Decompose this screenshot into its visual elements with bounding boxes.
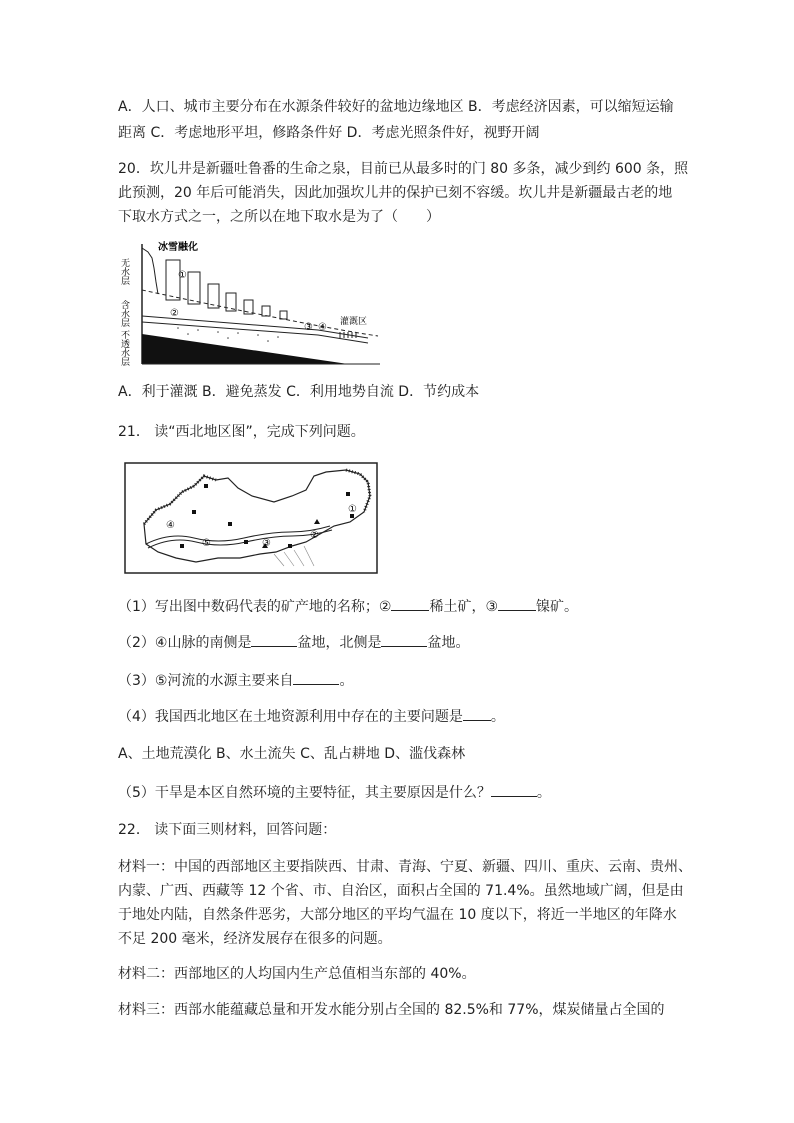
answer-blank-2[interactable] bbox=[391, 596, 429, 611]
q20-text-line3: 下取水方式之一，之所以在地下取水是为了（ ） bbox=[118, 209, 440, 225]
q20-text-line2: 此预测，20 年后可能消失，因此加强坎儿井的保护已刻不容缓。坎儿井是新疆最古老的地 bbox=[118, 185, 673, 201]
q22-material2: 材料二：西部地区的人均国内生产总值相当东部的 40%。 bbox=[118, 966, 476, 982]
map-marker-3: ③ bbox=[262, 538, 271, 549]
q21-sub2: （2）④山脉的南侧是 盆地，北侧是 盆地。 bbox=[118, 632, 469, 653]
q22-material1-line4: 不足 200 毫米，经济发展存在很多的问题。 bbox=[118, 931, 392, 947]
svg-text:含水层: 含水层 bbox=[119, 300, 129, 327]
answer-blank-south[interactable] bbox=[251, 632, 297, 647]
q21-sub1: （1）写出图中数码代表的矿产地的名称；② 稀土矿，③ 镍矿。 bbox=[118, 596, 578, 617]
marker-2: ② bbox=[170, 308, 179, 319]
snowmelt-label: 冰雪融化 bbox=[158, 242, 198, 253]
q22-title: 22． 读下面三则材料，回答问题： bbox=[118, 822, 337, 838]
q21-sub3: （3）⑤河流的水源主要来自 。 bbox=[118, 670, 353, 691]
q21-sub5: （5）干旱是本区自然环境的主要特征，其主要原因是什么？ 。 bbox=[118, 782, 551, 803]
svg-text:无水层: 无水层 bbox=[119, 258, 129, 285]
marker-1: ① bbox=[178, 270, 187, 281]
q19-options-line2: 距离 C．考虑地形平坦，修路条件好 D．考虑光照条件好，视野开阔 bbox=[118, 125, 540, 141]
q22-material1-line3: 于地处内陆，自然条件恶劣，大部分地区的平均气温在 10 度以下，将近一半地区的年降水 bbox=[118, 907, 677, 923]
layer-label-impermeable bbox=[119, 330, 130, 367]
map-marker-4: ④ bbox=[166, 520, 175, 531]
irrigation-label: 灌溉区 bbox=[340, 317, 368, 327]
marker-3: ③ bbox=[304, 322, 313, 333]
svg-text:不透水层: 不透水层 bbox=[119, 330, 129, 366]
q22-material1-line2: 内蒙、广西、西藏等 12 个省、市、自治区，面积占全国的 71.4%。虽然地域广阔，但是由 bbox=[118, 883, 684, 899]
layer-label-aquifer bbox=[119, 299, 130, 328]
karez-diagram bbox=[118, 238, 380, 368]
q22-material3: 材料三：西部水能蕴藏总量和开发水能分别占全国的 82.5%和 77%，煤炭储量占全国的 bbox=[118, 1002, 665, 1018]
q21-title: 21． 读“西北地区图”，完成下列问题。 bbox=[118, 424, 365, 440]
answer-blank-river[interactable] bbox=[293, 670, 339, 685]
answer-blank-land[interactable] bbox=[463, 706, 491, 721]
answer-blank-north[interactable] bbox=[381, 632, 427, 647]
q20-options: A．利于灌溉 B．避免蒸发 C．利用地势自流 D．节约成本 bbox=[118, 384, 480, 400]
q21-sub4-options: A、土地荒漠化 B、水土流失 C、乱占耕地 D、滥伐森林 bbox=[118, 746, 466, 762]
q21-sub4: （4）我国西北地区在土地资源利用中存在的主要问题是 。 bbox=[118, 706, 505, 727]
map-marker-2: ② bbox=[310, 530, 319, 541]
layer-label-dry bbox=[119, 258, 130, 286]
q20-text-line1: 20．坎儿井是新疆吐鲁番的生命之泉，目前已从最多时的门 80 多条，减少到约 600 条，照 bbox=[118, 161, 689, 177]
q22-material1-line1: 材料一：中国的西部地区主要指陕西、甘肃、青海、宁夏、新疆、四川、重庆、云南、贵州、 bbox=[118, 859, 692, 875]
q19-options-line1: A．人口、城市主要分布在水源条件较好的盆地边缘地区 B．考虑经济因素，可以缩短运输 bbox=[118, 99, 674, 115]
answer-blank-3[interactable] bbox=[498, 596, 536, 611]
marker-4: ④ bbox=[318, 322, 327, 333]
map-marker-1: ① bbox=[348, 504, 357, 515]
answer-blank-reason[interactable] bbox=[491, 782, 537, 797]
map-marker-5: ⑤ bbox=[202, 538, 211, 549]
impermeable-layer bbox=[142, 334, 348, 364]
irrigation-symbol bbox=[340, 332, 356, 338]
northwest-region-map bbox=[124, 462, 378, 574]
